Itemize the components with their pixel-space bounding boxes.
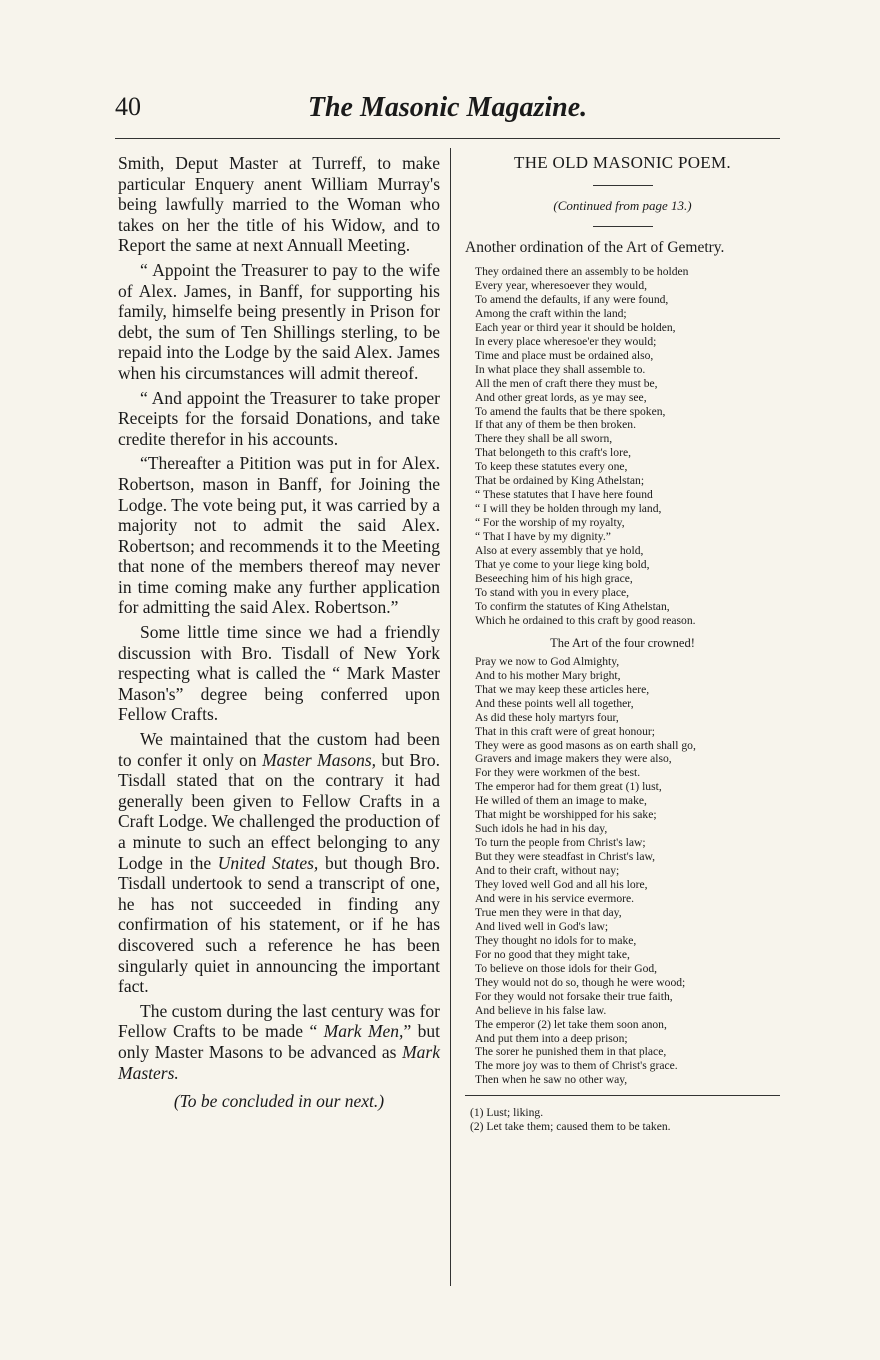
verse-line: That ye come to your liege king bold, <box>475 558 650 572</box>
verse-line: And other great lords, as ye may see, <box>475 390 647 404</box>
verse-line: To turn the people from Christ's law; <box>475 836 646 850</box>
column-divider <box>450 148 451 1286</box>
verse-line: There they shall be all sworn, <box>475 432 613 446</box>
verse-line: Among the craft within the land; <box>475 306 627 320</box>
verse-line: And these points well all together, <box>475 696 634 710</box>
verse-line: “ For the worship of my royalty, <box>475 516 625 530</box>
verse-line: And put them into a deep prison; <box>475 1031 628 1045</box>
verse-line: He willed of them an image to make, <box>475 794 647 808</box>
verse-line: The sorer he punished them in that place, <box>475 1045 667 1059</box>
verse-line: “ These statutes that I have here found <box>475 488 653 502</box>
verse-line: And to their craft, without nay; <box>475 864 620 878</box>
verse-stanza-1 <box>465 265 780 628</box>
footnote: (2) Let take them; caused them to be taken. <box>470 1120 671 1134</box>
verse-line: Pray we now to God Almighty, <box>475 654 620 668</box>
closing-note: (To be concluded in our next.) <box>173 1091 385 1112</box>
verse-line: To confirm the statutes of King Athelstan, <box>475 599 670 613</box>
footnote: (1) Lust; liking. <box>470 1106 544 1120</box>
verse-line: And to his mother Mary bright, <box>475 668 621 682</box>
verse-line: Each year or third year it should be holden, <box>475 320 676 334</box>
verse-line: To amend the faults that be there spoken, <box>475 404 666 418</box>
verse-line: The emperor (2) let take them soon anon, <box>475 1017 667 1031</box>
paragraph-7 <box>118 1001 440 1083</box>
paragraph-6-emphasis-master-masons: Master Masons, <box>262 749 377 770</box>
poem-title: THE OLD MASONIC POEM. <box>514 153 731 172</box>
verse-line: All the men of craft there they must be, <box>475 376 658 390</box>
title-rule <box>593 185 653 186</box>
verse-line: For they were workmen of the best. <box>475 766 641 780</box>
verse-line: Beseeching him of his high grace, <box>475 571 633 585</box>
verse-line: If that any of them be then broken. <box>475 418 636 432</box>
verse-line: True men they were in that day, <box>475 905 622 919</box>
verse-line: For no good that they might take, <box>475 947 630 961</box>
left-column <box>118 153 440 1116</box>
sub-heading: The Art of the four crowned! <box>550 635 695 650</box>
verse-line: That we may keep these articles here, <box>475 682 650 696</box>
paragraph-7-text-c: ” but only Master Masons to be advanced as <box>118 1021 440 1062</box>
continued-rule <box>593 226 653 227</box>
verse-line: For they would not forsake their true faith, <box>475 989 673 1003</box>
verse-line: To amend the defaults, if any were found, <box>475 292 669 306</box>
verse-line: That be ordained by King Athelstan; <box>475 474 645 488</box>
paragraph-7-emphasis-mark-men: Mark Men, <box>323 1021 404 1042</box>
section-heading: Another ordination of the Art of Gemetry. <box>465 239 725 256</box>
verse-line: “ That I have by my dignity.” <box>475 530 611 544</box>
footnote-rule <box>465 1095 780 1096</box>
verse-line: In every place wheresoe'er they would; <box>475 334 657 348</box>
paragraph-6-text-a: We maintained that the custom had been to confer it only on <box>118 729 440 770</box>
header-rule <box>115 138 780 139</box>
paragraph-6-text-c: but Bro. Tisdall stated that on the contrary it had generally been given to Fellow Crafts in a Craft Lodge. We challenged the production of a minute to such an effect belonging to any Lodge in the <box>118 749 440 873</box>
verse-line: And believe in his false law. <box>475 1003 607 1017</box>
page-header <box>115 92 780 132</box>
verse-line: Then when he saw no other way, <box>475 1073 628 1087</box>
right-column <box>465 153 780 1134</box>
verse-line: They thought no idols for to make, <box>475 933 637 947</box>
verse-line: They ordained there an assembly to be holden <box>475 265 689 278</box>
footnotes <box>465 1106 780 1134</box>
verse-line: They would not do so, though he were wood; <box>475 975 686 989</box>
paragraph-7-emphasis-mark-masters: Mark Masters. <box>118 1041 440 1083</box>
verse-line: The emperor had for them great (1) lust, <box>475 780 662 794</box>
verse-line: And lived well in God's law; <box>475 919 609 933</box>
verse-line: Which he ordained to this craft by good reason. <box>475 613 696 627</box>
verse-line: That might be worshipped for his sake; <box>475 808 657 822</box>
verse-line: To believe on those idols for their God, <box>475 961 658 975</box>
verse-line: They loved well God and all his lore, <box>475 878 648 892</box>
verse-line: That belongeth to this craft's lore, <box>475 446 631 460</box>
verse-line: As did these holy martyrs four, <box>475 710 619 724</box>
verse-line: “ I will they be holden through my land, <box>475 502 662 516</box>
verse-line: That in this craft were of great honour; <box>475 724 655 738</box>
paragraph-6-text-e: but though Bro. Tisdall undertook to send a transcript of one, he has not succeeded in finding any confirmation of his statement, or if he has discovered such a reference he has been singularly quiet in announcing the important fact. <box>118 852 441 997</box>
running-title: The Masonic Magazine. <box>307 92 588 123</box>
verse-line: To keep these statutes every one, <box>475 460 628 474</box>
verse-line: But they were steadfast in Christ's law, <box>475 850 656 864</box>
verse-line: Such idols he had in his day, <box>475 822 608 836</box>
verse-line: Also at every assembly that ye hold, <box>475 544 644 558</box>
paragraph-1: Smith, Deput Master at Turreff, to make particular Enquery anent William Murray's being lawfully married to the Woman who takes on her the title of his Widow, and to Report the same at next Annuall Meeting. <box>118 153 440 256</box>
verse-line: In what place they shall assemble to. <box>475 362 646 376</box>
verse-line: The more joy was to them of Christ's grace. <box>475 1059 678 1073</box>
paragraph-3: “ And appoint the Treasurer to take proper Receipts for the forsaid Donations, and take credite therefor in his accounts. <box>118 387 440 449</box>
paragraph-4: “Thereafter a Pitition was put in for Alex. Robertson, mason in Banff, for Joining the Lodge. The vote being put, it was carried by a majority not to admit the said Alex. Robertson; and recommends it to the Meeting that none of the members thereof may never in time coming make any further application for admitting the said Alex. Robertson.” <box>118 453 440 618</box>
paragraph-2: “ Appoint the Treasurer to pay to the wife of Alex. James, in Banff, for supporting his family, himselfe being presently in Prison for debt, the sum of Ten Shillings sterling, to be repaid into the Lodge by the said Alex. James when his circumstances will admit thereof. <box>118 259 440 383</box>
verse-line: And were in his service evermore. <box>475 891 635 905</box>
paragraph-5: Some little time since we had a friendly discussion with Bro. Tisdall of New York respecting what is called the “ Mark Master Mason's” degree being conferred upon Fellow Crafts. <box>118 622 440 725</box>
paragraph-7-text-a: The custom during the last century was for Fellow Crafts to be made “ <box>118 1000 440 1042</box>
verse-line: Time and place must be ordained also, <box>475 348 654 362</box>
verse-line: Every year, wheresoever they would, <box>475 278 648 292</box>
verse-line: To stand with you in every place, <box>475 585 630 599</box>
page-number: 40 <box>115 92 141 121</box>
verse-stanza-2 <box>465 655 780 1088</box>
paragraph-6-emphasis-united-states: United States, <box>217 852 319 873</box>
continued-note: (Continued from page 13.) <box>553 198 692 213</box>
verse-line: Gravers and image makers they were also, <box>475 752 672 766</box>
verse-line: They were as good masons as on earth shall go, <box>475 738 696 752</box>
paragraph-6 <box>118 729 440 997</box>
